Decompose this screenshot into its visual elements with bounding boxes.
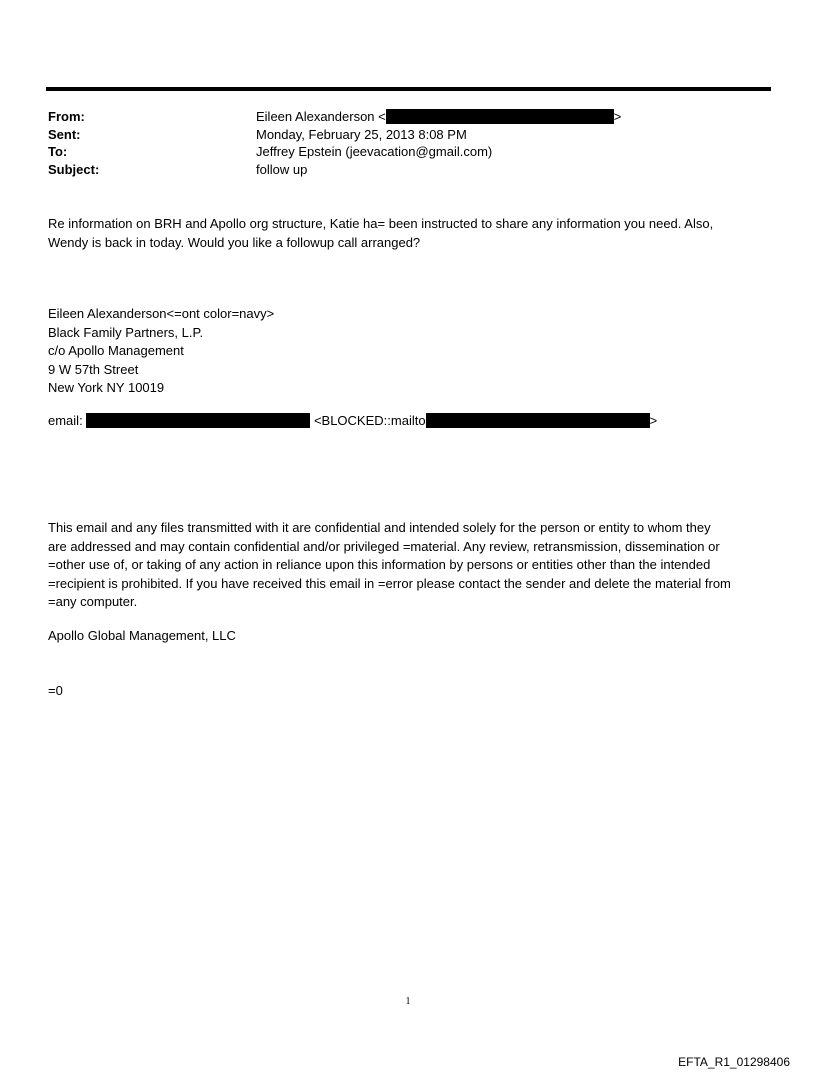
from-name: Eileen Alexanderson (256, 109, 375, 124)
signature-company: Black Family Partners, L.P. (48, 324, 204, 340)
from-close-bracket: > (613, 109, 622, 124)
subject-value: follow up (256, 161, 308, 177)
redaction-box (86, 413, 310, 428)
sent-row (48, 126, 621, 144)
from-label: From: (48, 109, 85, 124)
redaction-box (386, 109, 614, 124)
subject-row (48, 161, 621, 179)
signature-city: New York NY 10019 (48, 380, 165, 395)
disclaimer-line: =recipient is prohibited. If you have received this email in =error please contact the sender and delete the material from (48, 575, 731, 591)
signature-street: 9 W 57th Street (48, 361, 139, 377)
signature-name: Eileen Alexanderson<=ont color=navy> (48, 306, 275, 321)
disclaimer-line: =any computer. (48, 594, 138, 609)
to-label: To: (48, 144, 68, 159)
disclaimer-company: Apollo Global Management, LLC (48, 628, 236, 643)
sent-value: Monday, February 25, 2013 8:08 PM (256, 126, 467, 142)
email-close-bracket: > (649, 413, 658, 428)
disclaimer-line: =other use of, or taking of any action in reliance upon this information by persons or entities other than the intended (48, 557, 711, 572)
from-row (48, 108, 621, 126)
disclaimer-line: This email and any files transmitted with it are confidential and intended solely for the person or entity to whom they (48, 520, 711, 535)
body-line: Wendy is back in today. Would you like a followup call arranged? (48, 234, 421, 250)
document-id: EFTA_R1_01298406 (678, 1055, 790, 1069)
signature-email-line (48, 412, 657, 431)
signature-care-of: c/o Apollo Management (48, 343, 184, 358)
blocked-mailto-text: <BLOCKED::mailto (313, 413, 426, 428)
signature-block (48, 305, 274, 398)
from-open-bracket: < (378, 109, 386, 124)
body-text (48, 215, 713, 252)
email-label: email: (48, 413, 83, 428)
to-value: Jeffrey Epstein (jeevacation@gmail.com) (256, 144, 493, 159)
subject-label: Subject: (48, 161, 100, 177)
to-row (48, 143, 621, 161)
trailer-text: =0 (48, 683, 63, 698)
body-line: Re information on BRH and Apollo org structure, Katie ha= been instructed to share any information you need. Also, (48, 216, 714, 231)
sent-label: Sent: (48, 126, 81, 142)
from-value (256, 108, 621, 126)
header-divider (46, 87, 771, 91)
disclaimer-line: are addressed and may contain confidential and/or privileged =material. Any review, retransmission, dissemination or (48, 538, 720, 554)
disclaimer (48, 519, 731, 612)
redaction-box (426, 413, 650, 428)
page-number: 1 (405, 996, 411, 1007)
email-header (48, 108, 621, 178)
